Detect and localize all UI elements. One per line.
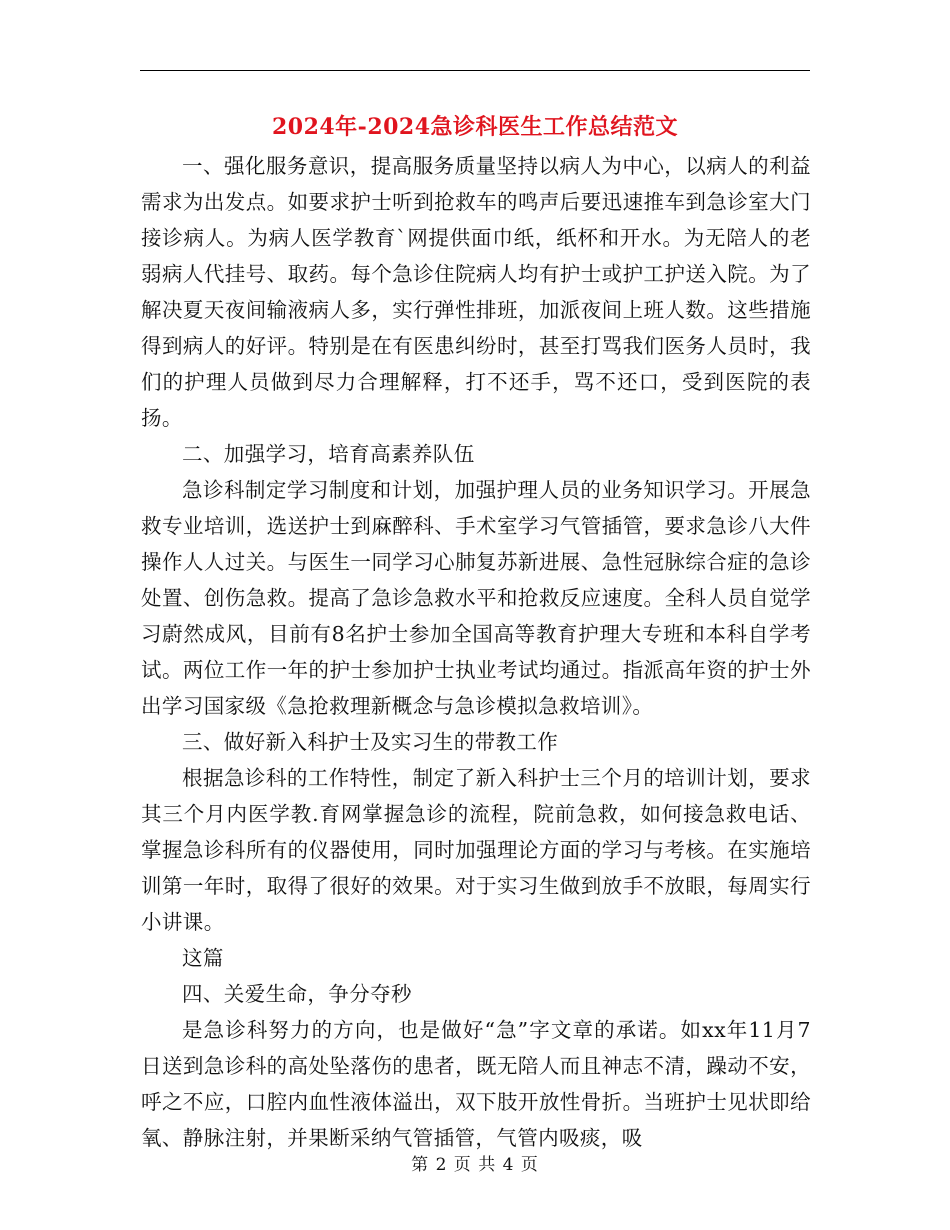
paragraph-section-4: 是急诊科努力的方向，也是做好“急”字文章的承诺。如xx年11月7日送到急诊科的高处坠落伤的患者，既无陪人而且神志不清，躁动不安，呼之不应，口腔内血性液体溢出，双下肢开放性骨折。当班护士见状即给氧、静脉注射，并果断采纳气管插管，气管内吸痰，吸 <box>141 1018 811 1150</box>
document-body <box>141 148 811 1156</box>
document-title: 2024年-2024急诊科医生工作总结范文 <box>271 114 679 140</box>
heading-section-3: 三、做好新入科护士及实习生的带教工作 <box>182 730 559 754</box>
paragraph-section-3: 根据急诊科的工作特性，制定了新入科护士三个月的培训计划，要求其三个月内医学教.育网掌握急诊的流程，院前急救，如何接急救电话、掌握急诊科所有的仪器使用，同时加强理论方面的学习与考核。在实施培训第一年时，取得了很好的效果。对于实习生做到放手不放眼，每周实行小讲课。 <box>141 766 811 934</box>
paragraph-section-2: 急诊科制定学习制度和计划，加强护理人员的业务知识学习。开展急救专业培训，选送护士到麻醉科、手术室学习气管插管，要求急诊八大件操作人人过关。与医生一同学习心肺复苏新进展、急性冠脉综合症的急诊处置、创伤急救。提高了急诊急救水平和抢救反应速度。全科人员自觉学习蔚然成风，目前有8名护士参加全国高等教育护理大专班和本科自学考试。两位工作一年的护士参加护士执业考试均通过。指派高年资的护士外出学习国家级《急抢救理新概念与急诊模拟急救培训》。 <box>141 478 811 718</box>
page-number-footer: 第 2 页 共 4 页 <box>411 1155 539 1175</box>
header-rule <box>140 70 810 71</box>
heading-section-4: 四、关爱生命，争分夺秒 <box>182 982 412 1006</box>
heading-section-2: 二、加强学习，培育高素养队伍 <box>182 442 475 466</box>
paragraph-fragment: 这篇 <box>182 946 224 970</box>
paragraph-section-1: 一、强化服务意识，提高服务质量坚持以病人为中心，以病人的利益需求为出发点。如要求护士听到抢救车的鸣声后要迅速推车到急诊室大门接诊病人。为病人医学教育`网提供面巾纸，纸杯和开水。为无陪人的老弱病人代挂号、取药。每个急诊住院病人均有护士或护工护送入院。为了解决夏天夜间输液病人多，实行弹性排班，加派夜间上班人数。这些措施得到病人的好评。特别是在有医患纠纷时，甚至打骂我们医务人员时，我们的护理人员做到尽力合理解释，打不还手，骂不还口，受到医院的表扬。 <box>141 154 811 430</box>
